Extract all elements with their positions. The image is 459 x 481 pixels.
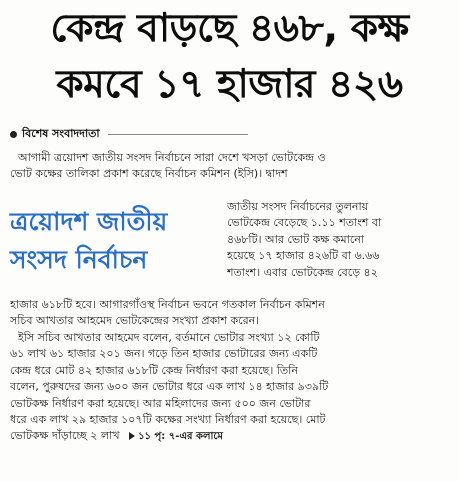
headline-line-1: কেন্দ্র বাড়ছে ৪৬৮, কক্ষ bbox=[50, 6, 409, 51]
article-line: হয়েছে ১৭ হাজার ৪২৬টি বা ৬.৬৬ bbox=[227, 249, 380, 263]
article-paragraph-1-tail bbox=[10, 297, 450, 330]
continuation-jump bbox=[129, 429, 223, 445]
byline-rule bbox=[108, 134, 248, 135]
byline-text: বিশেষ সংবাদদাতা bbox=[22, 127, 100, 140]
article-paragraph-1-top bbox=[10, 150, 450, 183]
article-line: হাজার ৬১৮টি হবে। আগারগাঁওস্থ নির্বাচন ভবনে গতকাল নির্বাচন কমিশন bbox=[10, 298, 325, 311]
article-line: ৬১ লাখ ৬১ হাজার ২০১ জন। গড়ে তিন হাজার ভোটারের জন্য একটি bbox=[10, 347, 318, 361]
article-line-last bbox=[10, 428, 450, 445]
bullet-icon bbox=[10, 131, 17, 138]
article-line: ভোটকক্ষ নির্ধারণ করা হয়েছে। আর মহিলাদের জন্য ৫০০ জন ভোটার bbox=[10, 396, 311, 410]
article-line: ভোট কক্ষের তালিকা প্রকাশ করেছে নির্বাচন কমিশন (ইসি)। দ্বাদশ bbox=[10, 167, 288, 181]
kicker-line-2: সংসদ নির্বাচন bbox=[10, 245, 148, 274]
article-line: জাতীয় সংসদ নির্বাচনের তুলনায় bbox=[227, 200, 369, 213]
kicker-line-1: ত্রয়োদশ জাতীয় bbox=[10, 207, 168, 236]
article-line: আগামী ত্রয়োদশ জাতীয় সংসদ নির্বাচনে সারা দেশে খসড়া ভোটকেন্দ্র ও bbox=[18, 151, 326, 164]
article-paragraph-2 bbox=[10, 330, 450, 446]
article-line: সচিব আখতার আহমেদ ভোটকেন্দ্রের সংখ্যা প্রকাশ করেন। bbox=[10, 314, 260, 328]
article-line: ৪৬৮টি। আর ভোট কক্ষ কমানো bbox=[227, 232, 364, 246]
article-line: কেন্দ্র ধরে মোট ৪২ হাজার ৬১৮টি কেন্দ্র নির্ধারণ করা হয়েছে। তিনি bbox=[10, 363, 298, 377]
article-line: বলেন, পুরুষদের জন্য ৬০০ জন ভোটার ধরে এক লাখ ১৪ হাজার ৯৩৯টি bbox=[10, 380, 329, 394]
article-line: শতাংশ। এবার ভোটকেন্দ্র বেড়ে ৪২ bbox=[227, 265, 378, 279]
article-line: ভোটকেন্দ্র বেড়েছে ১.১১ শতাংশ বা bbox=[227, 216, 382, 230]
triangle-right-icon bbox=[129, 432, 135, 440]
headline-line-2: কমবে ১৭ হাজার ৪২৬ bbox=[56, 62, 403, 107]
section-kicker bbox=[10, 203, 222, 291]
article-paragraph-1-right bbox=[227, 199, 450, 281]
article-line: ইসি সচিব আখতার আহমেদ বলেন, বর্তমানে ভোটার সংখ্যা ১২ কোটি bbox=[18, 331, 320, 344]
jump-text: ১১ পৃ: ৭-এর কলামে bbox=[138, 431, 223, 443]
byline bbox=[10, 127, 248, 141]
article-line: ধরে এক লাখ ২৯ হাজার ১০৭টি কক্ষের সংখ্যা নির্ধারণ করা হয়েছে। মোট bbox=[10, 413, 326, 427]
article-line-text: ভোটকক্ষ দাঁড়াচ্ছে ২ লাখ bbox=[10, 429, 120, 443]
